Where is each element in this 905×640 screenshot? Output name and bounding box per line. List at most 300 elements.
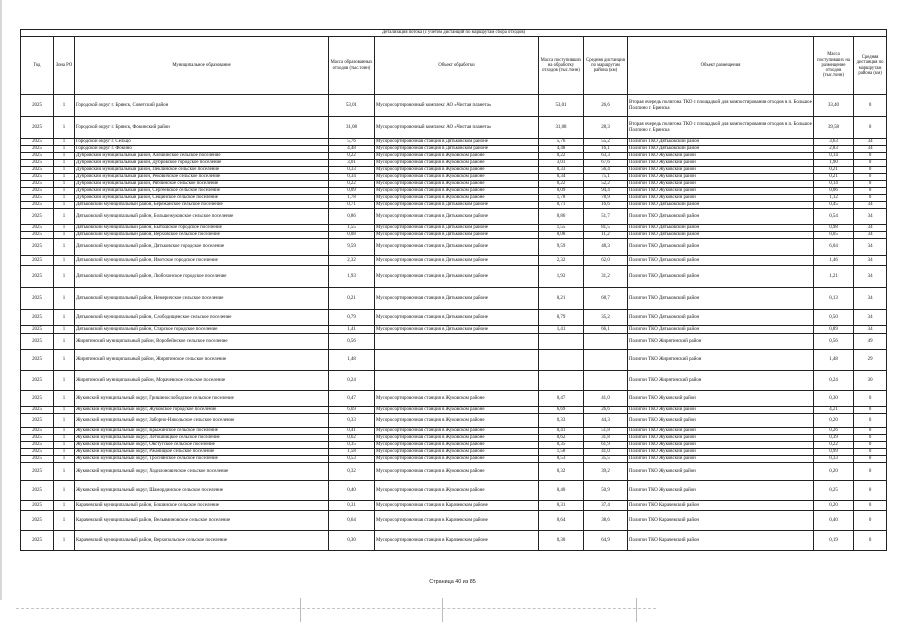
cell-year: 2025 xyxy=(21,511,54,531)
table-row xyxy=(21,334,887,350)
cell-year: 2025 xyxy=(21,174,54,181)
cell-municipality: Дятьковский муниципальный район, Слободищенское сельское поселение xyxy=(75,310,329,326)
cell-zone: 1 xyxy=(54,232,75,239)
cell-mass-received-placement: 33,40 xyxy=(814,95,854,117)
cell-year: 2025 xyxy=(21,153,54,160)
cell-avg-distance-placement: 34 xyxy=(854,202,887,209)
cell-placement-object: Полигон ТКО Жирятинский район xyxy=(628,350,814,371)
cell-mass-generated: 0,62 xyxy=(329,435,375,442)
cell-placement-object: Полигон ТКО Дятьковский район xyxy=(628,209,814,225)
cell-mass-received-placement: 0,40 xyxy=(814,511,854,531)
cell-treatment-object: Мусоросортировочная станция в Дятьковском районе xyxy=(375,225,539,232)
table-row xyxy=(21,449,887,456)
cell-mass-generated: 0,79 xyxy=(329,310,375,326)
cell-treatment-object: Мусоросортировочная станция в Жуковском районе xyxy=(375,407,539,414)
cell-mass-received-treatment: 0,31 xyxy=(539,501,584,511)
cell-year: 2025 xyxy=(21,146,54,153)
cell-mass-generated: 0,35 xyxy=(329,442,375,449)
cell-treatment-object: Мусоросортировочный комплекс АО «Чистая планета» xyxy=(375,95,539,117)
cell-avg-distance-placement: 29 xyxy=(854,350,887,371)
cell-mass-received-treatment: 1,58 xyxy=(539,449,584,456)
cell-avg-distance-placement: 0 xyxy=(854,407,887,414)
cell-zone: 1 xyxy=(54,202,75,209)
cell-mass-generated: 0,71 xyxy=(329,202,375,209)
cell-mass-received-placement: 0,98 xyxy=(814,225,854,232)
cell-treatment-object: Мусоросортировочная станция в Дятьковском районе xyxy=(375,146,539,153)
cell-treatment-object: Мусоросортировочная станция в Дятьковском районе xyxy=(375,139,539,146)
table-row xyxy=(21,310,887,326)
cell-municipality: Карачевский муниципальный район, Бошинское сельское поселение xyxy=(75,501,329,511)
cell-mass-received-placement: 0,45 xyxy=(814,202,854,209)
cell-zone: 1 xyxy=(54,188,75,195)
cell-avg-distance-treatment: 48,3 xyxy=(584,239,628,256)
cell-placement-object: Полигон ТКО Жуковский район xyxy=(628,181,814,188)
cell-placement-object: Полигон ТКО Жуковский район xyxy=(628,414,814,428)
table-row xyxy=(21,256,887,266)
cell-mass-received-placement: 0,14 xyxy=(814,181,854,188)
cell-mass-received-treatment: 0,62 xyxy=(539,435,584,442)
cell-municipality: Жуковский муниципальный округ, Гришинослободское сельское поселение xyxy=(75,391,329,407)
cell-avg-distance-treatment: 75,1 xyxy=(584,174,628,181)
cell-avg-distance-treatment: 62,0 xyxy=(584,256,628,266)
cell-mass-received-treatment: 0,71 xyxy=(539,202,584,209)
table-row xyxy=(21,531,887,551)
cell-mass-received-placement: 1,46 xyxy=(814,256,854,266)
cell-placement-object: Полигон ТКО Жуковский район xyxy=(628,442,814,449)
cell-zone: 1 xyxy=(54,501,75,511)
cell-avg-distance-placement: 0 xyxy=(854,188,887,195)
cell-mass-generated: 31,08 xyxy=(329,117,375,139)
cell-placement-object: Полигон ТКО Жуковский район xyxy=(628,456,814,463)
cell-zone: 1 xyxy=(54,181,75,188)
cell-zone: 1 xyxy=(54,195,75,202)
cell-mass-generated: 9,59 xyxy=(329,239,375,256)
cell-mass-generated: 0,86 xyxy=(329,209,375,225)
cell-year: 2025 xyxy=(21,117,54,139)
cell-mass-received-treatment: 1,78 xyxy=(539,195,584,202)
cell-mass-generated: 5,76 xyxy=(329,139,375,146)
cell-avg-distance-placement: 34 xyxy=(854,225,887,232)
cell-mass-received-placement: 0,54 xyxy=(814,209,854,225)
cell-treatment-object: Мусоросортировочная станция в Карачевском районе xyxy=(375,511,539,531)
cell-placement-object: Полигон ТКО Дятьковский район xyxy=(628,266,814,288)
cell-mass-received-placement: 0,06 xyxy=(814,188,854,195)
cell-mass-received-placement: 1,12 xyxy=(814,195,854,202)
table-row xyxy=(21,414,887,428)
cell-avg-distance-treatment: 78,9 xyxy=(584,195,628,202)
cell-avg-distance-placement: 0 xyxy=(854,167,887,174)
cell-mass-generated: 0,08 xyxy=(329,232,375,239)
cell-mass-received-placement: 1,48 xyxy=(814,350,854,371)
cell-mass-generated: 0,56 xyxy=(329,334,375,350)
cell-avg-distance-placement: 34 xyxy=(854,310,887,326)
col-year: Год xyxy=(21,37,54,95)
cell-municipality: Дятьковский муниципальный район, Немеричское сельское поселение xyxy=(75,288,329,310)
cell-placement-object: Полигон ТКО Дятьковский район xyxy=(628,139,814,146)
cell-avg-distance-treatment: 39,2 xyxy=(584,463,628,481)
cell-zone: 1 xyxy=(54,266,75,288)
cell-year: 2025 xyxy=(21,414,54,428)
cell-treatment-object: Мусоросортировочная станция в Дятьковском районе xyxy=(375,310,539,326)
cell-year: 2025 xyxy=(21,288,54,310)
cell-mass-received-placement: 0,20 xyxy=(814,463,854,481)
cell-zone: 1 xyxy=(54,511,75,531)
table-row xyxy=(21,239,887,256)
cell-treatment-object: Мусоросортировочная станция в Жуковском районе xyxy=(375,435,539,442)
cell-year: 2025 xyxy=(21,463,54,481)
cell-avg-distance-placement: 0 xyxy=(854,391,887,407)
cell-mass-received-treatment: 0,08 xyxy=(539,232,584,239)
cell-mass-generated: 0,30 xyxy=(329,531,375,551)
table-row xyxy=(21,442,887,449)
cell-mass-generated: 1,78 xyxy=(329,195,375,202)
cell-avg-distance-treatment: 35,5 xyxy=(584,456,628,463)
cell-mass-received-placement: 1,21 xyxy=(814,266,854,288)
cell-mass-received-placement: 0,05 xyxy=(814,232,854,239)
col-zone: Зона РО xyxy=(54,37,75,95)
cell-mass-received-treatment: 9,59 xyxy=(539,239,584,256)
cell-avg-distance-placement: 49 xyxy=(854,334,887,350)
cell-avg-distance-treatment: 31,8 xyxy=(584,435,628,442)
cell-year: 2025 xyxy=(21,350,54,371)
table-row xyxy=(21,428,887,435)
cell-avg-distance-placement: 0 xyxy=(854,174,887,181)
cell-zone: 1 xyxy=(54,139,75,146)
table-row xyxy=(21,167,887,174)
cell-mass-received-placement: 0,89 xyxy=(814,326,854,334)
table-row xyxy=(21,481,887,501)
table-row xyxy=(21,266,887,288)
cell-zone: 1 xyxy=(54,407,75,414)
cell-mass-received-treatment: 0,79 xyxy=(539,310,584,326)
cell-avg-distance-treatment: 31,2 xyxy=(584,266,628,288)
cell-year: 2025 xyxy=(21,334,54,350)
cell-zone: 1 xyxy=(54,256,75,266)
cell-avg-distance-treatment: 64,9 xyxy=(584,531,628,551)
cell-mass-received-treatment: 5,76 xyxy=(539,139,584,146)
cell-year: 2025 xyxy=(21,188,54,195)
table-row xyxy=(21,181,887,188)
cell-municipality: Дубровский муниципальный район, Рябчинское сельское поселение xyxy=(75,181,329,188)
cell-mass-received-placement: 6,04 xyxy=(814,239,854,256)
cell-municipality: Жуковский муниципальный округ, Ржаницкое сельское поселение xyxy=(75,449,329,456)
cell-avg-distance-treatment: 38,6 xyxy=(584,511,628,531)
cell-mass-generated: 1,48 xyxy=(329,350,375,371)
cell-avg-distance-treatment xyxy=(584,334,628,350)
cell-year: 2025 xyxy=(21,209,54,225)
cell-zone: 1 xyxy=(54,117,75,139)
cell-mass-received-placement: 39,58 xyxy=(814,117,854,139)
cell-municipality: Дубровский муниципальный район, Рековичское сельское поселение xyxy=(75,174,329,181)
cell-municipality: Городской округ г. Брянск, Фокинский район xyxy=(75,117,329,139)
cell-zone: 1 xyxy=(54,442,75,449)
cell-municipality: Жуковский муниципальный округ, Летошницкое сельское поселение xyxy=(75,435,329,442)
cell-mass-received-placement: 0,33 xyxy=(814,456,854,463)
col-mass-received-placement: Масса поступивших на размещение отходов (тыс.тонн) xyxy=(814,37,854,95)
col-mass-generated: Масса образованных отходов (тыс.тонн) xyxy=(329,37,375,95)
cell-zone: 1 xyxy=(54,531,75,551)
cell-municipality: Дятьковский муниципальный район, Старское городское поселение xyxy=(75,326,329,334)
cell-placement-object: Полигон ТКО Жуковский район xyxy=(628,428,814,435)
table-row xyxy=(21,391,887,407)
cell-municipality: Жирятинский муниципальный район, Морачевское сельское поселение xyxy=(75,371,329,391)
cell-avg-distance-placement: 0 xyxy=(854,117,887,139)
cell-mass-generated: 0,53 xyxy=(329,456,375,463)
cell-mass-received-placement: 0,24 xyxy=(814,371,854,391)
cell-avg-distance-treatment: 56,4 xyxy=(584,167,628,174)
cell-mass-received-treatment: 0,33 xyxy=(539,167,584,174)
cell-avg-distance-placement: 0 xyxy=(854,181,887,188)
cell-year: 2025 xyxy=(21,195,54,202)
cell-mass-received-treatment: 3,01 xyxy=(539,160,584,167)
cell-mass-generated: 2,32 xyxy=(329,256,375,266)
cell-avg-distance-treatment: 11,2 xyxy=(584,232,628,239)
cell-mass-generated: 1,55 xyxy=(329,225,375,232)
cell-mass-generated: 0,33 xyxy=(329,414,375,428)
table-row xyxy=(21,209,887,225)
cell-year: 2025 xyxy=(21,428,54,435)
cell-placement-object: Полигон ТКО Жирятинский район xyxy=(628,334,814,350)
cell-year: 2025 xyxy=(21,266,54,288)
cell-mass-received-treatment: 31,08 xyxy=(539,117,584,139)
table-row xyxy=(21,371,887,391)
cell-avg-distance-treatment: 16,1 xyxy=(584,146,628,153)
cell-zone: 1 xyxy=(54,146,75,153)
cell-treatment-object xyxy=(375,371,539,391)
cell-mass-received-placement: 0,99 xyxy=(814,449,854,456)
cell-placement-object: Полигон ТКО Жуковский район xyxy=(628,435,814,442)
cell-mass-received-treatment: 0,09 xyxy=(539,188,584,195)
cell-avg-distance-treatment: 50,9 xyxy=(584,481,628,501)
cell-treatment-object: Мусоросортировочная станция в Жуковском районе xyxy=(375,428,539,435)
col-municipality: Муниципальное образование xyxy=(75,37,329,95)
cell-treatment-object: Мусоросортировочная станция в Жуковском районе xyxy=(375,442,539,449)
cell-placement-object: Полигон ТКО Жуковский район xyxy=(628,195,814,202)
cell-mass-received-placement: 0,39 xyxy=(814,435,854,442)
page-number: Страница 40 из 85 xyxy=(429,579,476,585)
cell-municipality: Дубровский муниципальный район, Сергеевское сельское поселение xyxy=(75,188,329,195)
cell-avg-distance-treatment xyxy=(584,371,628,391)
cell-municipality: Жуковский муниципальный округ, Заборно-Никольское сельское поселение xyxy=(75,414,329,428)
cell-treatment-object: Мусоросортировочная станция в Карачевском районе xyxy=(375,531,539,551)
cell-avg-distance-placement: 34 xyxy=(854,146,887,153)
cell-year: 2025 xyxy=(21,481,54,501)
cell-mass-received-treatment: 0,64 xyxy=(539,511,584,531)
cell-treatment-object: Мусоросортировочная станция в Дятьковском районе xyxy=(375,232,539,239)
cell-municipality: Дятьковский муниципальный район, Ивотское городское поселение xyxy=(75,256,329,266)
cell-mass-received-placement: 0,50 xyxy=(814,310,854,326)
cell-treatment-object: Мусоросортировочная станция в Дятьковском районе xyxy=(375,326,539,334)
cell-treatment-object: Мусоросортировочная станция в Карачевском районе xyxy=(375,501,539,511)
cell-placement-object: Полигон ТКО Жуковский район xyxy=(628,463,814,481)
cell-mass-received-treatment: 0,21 xyxy=(539,288,584,310)
cell-zone: 1 xyxy=(54,225,75,232)
cell-zone: 1 xyxy=(54,414,75,428)
cell-mass-received-treatment: 1,55 xyxy=(539,225,584,232)
cell-year: 2025 xyxy=(21,239,54,256)
cell-mass-received-placement: 0,22 xyxy=(814,442,854,449)
cell-avg-distance-placement: 0 xyxy=(854,153,887,160)
table-row xyxy=(21,501,887,511)
cell-avg-distance-treatment: 81,5 xyxy=(584,225,628,232)
cell-avg-distance-placement: 34 xyxy=(854,256,887,266)
cell-municipality: Жуковский муниципальный округ, Овстугское сельское поселение xyxy=(75,442,329,449)
cell-treatment-object: Мусоросортировочная станция в Жуковском районе xyxy=(375,153,539,160)
table-row xyxy=(21,511,887,531)
cell-municipality: Жуковский муниципальный округ, Крыжинское сельское поселение xyxy=(75,428,329,435)
cell-avg-distance-placement: 0 xyxy=(854,442,887,449)
cell-year: 2025 xyxy=(21,501,54,511)
cell-placement-object: Вторая очередь полигона ТКО с площадкой для компостирования отходов в п. Большое Полпино г. Брянска xyxy=(628,117,814,139)
cell-mass-received-placement: 0,30 xyxy=(814,391,854,407)
cell-avg-distance-treatment: 26,6 xyxy=(584,95,628,117)
cell-zone: 1 xyxy=(54,371,75,391)
cell-year: 2025 xyxy=(21,371,54,391)
cell-avg-distance-placement: 0 xyxy=(854,435,887,442)
cell-year: 2025 xyxy=(21,160,54,167)
cell-municipality: Карачевский муниципальный район, Верхопольское сельское поселение xyxy=(75,531,329,551)
cell-treatment-object: Мусоросортировочная станция в Жуковском районе xyxy=(375,160,539,167)
cell-avg-distance-placement: 0 xyxy=(854,195,887,202)
cell-mass-received-treatment: 1,41 xyxy=(539,326,584,334)
cell-municipality: Дятьковский муниципальный район, Бытошское городское поселение xyxy=(75,225,329,232)
cell-mass-received-placement: 0,13 xyxy=(814,288,854,310)
cell-municipality: Дубровский муниципальный район, Пеклинское сельское поселение xyxy=(75,167,329,174)
cell-year: 2025 xyxy=(21,167,54,174)
cell-mass-received-treatment: 0,22 xyxy=(539,181,584,188)
cell-placement-object: Полигон ТКО Карачевский район xyxy=(628,531,814,551)
cell-mass-received-treatment: 0,35 xyxy=(539,442,584,449)
cell-municipality: Дятьковский муниципальный район, Большежуковское сельское поселение xyxy=(75,209,329,225)
cell-year: 2025 xyxy=(21,435,54,442)
cell-avg-distance-placement: 0 xyxy=(854,428,887,435)
cell-mass-received-treatment: 0,30 xyxy=(539,531,584,551)
cell-placement-object: Полигон ТКО Карачевский район xyxy=(628,511,814,531)
cell-municipality: Городской округ г. Фокино xyxy=(75,146,329,153)
cell-zone: 1 xyxy=(54,435,75,442)
table-row xyxy=(21,139,887,146)
cell-placement-object: Полигон ТКО Жуковский район xyxy=(628,174,814,181)
cell-zone: 1 xyxy=(54,456,75,463)
table-row xyxy=(21,225,887,232)
cell-avg-distance-placement: 0 xyxy=(854,456,887,463)
table-row xyxy=(21,326,887,334)
cell-mass-received-treatment: 0,86 xyxy=(539,209,584,225)
cell-mass-generated: 0,09 xyxy=(329,188,375,195)
cell-mass-received-placement: 3,63 xyxy=(814,139,854,146)
table-row xyxy=(21,174,887,181)
cell-treatment-object xyxy=(375,350,539,371)
cell-avg-distance-treatment: 35,2 xyxy=(584,310,628,326)
cell-mass-received-placement: 0,20 xyxy=(814,501,854,511)
cell-placement-object: Полигон ТКО Жуковский район xyxy=(628,160,814,167)
cell-treatment-object: Мусоросортировочная станция в Дятьковском районе xyxy=(375,209,539,225)
cell-placement-object: Полигон ТКО Дятьковский район xyxy=(628,232,814,239)
cell-avg-distance-placement: 0 xyxy=(854,501,887,511)
cell-mass-received-treatment: 0,34 xyxy=(539,174,584,181)
cell-year: 2025 xyxy=(21,326,54,334)
cell-mass-generated: 0,31 xyxy=(329,501,375,511)
cell-treatment-object: Мусоросортировочная станция в Дятьковском районе xyxy=(375,266,539,288)
cell-municipality: Жуковский муниципальный округ, Троснянское сельское поселение xyxy=(75,456,329,463)
cell-municipality: Дубровский муниципальный район, Дубровское городское поселение xyxy=(75,160,329,167)
cell-municipality: Дятьковский муниципальный район, Любохонское городское поселение xyxy=(75,266,329,288)
cell-year: 2025 xyxy=(21,531,54,551)
cell-treatment-object: Мусоросортировочная станция в Дятьковском районе xyxy=(375,256,539,266)
col-avg-distance-placement: Средняя дистанция по маршрутам района (км) xyxy=(854,37,887,95)
cell-zone: 1 xyxy=(54,209,75,225)
cell-placement-object: Полигон ТКО Дятьковский район xyxy=(628,225,814,232)
cell-avg-distance-placement: 34 xyxy=(854,232,887,239)
table-row xyxy=(21,288,887,310)
cell-year: 2025 xyxy=(21,449,54,456)
cell-municipality: Жуковский муниципальный округ, Шамординское сельское поселение xyxy=(75,481,329,501)
cell-avg-distance-treatment: 52,2 xyxy=(584,181,628,188)
cell-avg-distance-placement: 34 xyxy=(854,239,887,256)
cell-municipality: Дятьковский муниципальный район, Верховское сельское поселение xyxy=(75,232,329,239)
cell-treatment-object: Мусоросортировочная станция в Жуковском районе xyxy=(375,174,539,181)
cell-mass-generated: 0,33 xyxy=(329,167,375,174)
cell-mass-generated: 0,41 xyxy=(329,428,375,435)
cell-mass-received-treatment: 0,40 xyxy=(539,481,584,501)
cell-placement-object: Полигон ТКО Жуковский район xyxy=(628,167,814,174)
cell-mass-generated: 0,22 xyxy=(329,181,375,188)
waste-flow-table xyxy=(20,29,887,551)
cell-avg-distance-treatment: 44,3 xyxy=(584,414,628,428)
cell-mass-received-placement: 0,14 xyxy=(814,153,854,160)
cell-zone: 1 xyxy=(54,310,75,326)
cell-zone: 1 xyxy=(54,174,75,181)
cell-mass-received-treatment: 4,48 xyxy=(539,146,584,153)
cell-mass-received-placement: 1,90 xyxy=(814,160,854,167)
col-treatment-object: Объект обработки xyxy=(375,37,539,95)
cell-avg-distance-treatment xyxy=(584,350,628,371)
cell-avg-distance-placement: 34 xyxy=(854,326,887,334)
cell-year: 2025 xyxy=(21,407,54,414)
cell-zone: 1 xyxy=(54,463,75,481)
cell-year: 2025 xyxy=(21,95,54,117)
table-row xyxy=(21,350,887,371)
cell-placement-object: Полигон ТКО Жуковский район xyxy=(628,391,814,407)
scan-edge-strip xyxy=(0,0,2,600)
cell-avg-distance-treatment: 67,6 xyxy=(584,160,628,167)
cell-zone: 1 xyxy=(54,428,75,435)
cell-mass-received-treatment: 0,32 xyxy=(539,463,584,481)
cell-mass-generated: 1,58 xyxy=(329,449,375,456)
table-row xyxy=(21,195,887,202)
cell-treatment-object: Мусоросортировочная станция в Жуковском районе xyxy=(375,456,539,463)
cell-mass-generated: 0,32 xyxy=(329,463,375,481)
cell-zone: 1 xyxy=(54,449,75,456)
cell-mass-received-treatment: 0,53 xyxy=(539,456,584,463)
scan-artifact-tick xyxy=(636,598,637,622)
cell-mass-generated: 6,69 xyxy=(329,407,375,414)
cell-avg-distance-treatment: 37,4 xyxy=(584,501,628,511)
cell-mass-generated: 0,22 xyxy=(329,153,375,160)
cell-placement-object: Полигон ТКО Жуковский район xyxy=(628,407,814,414)
cell-avg-distance-placement: 0 xyxy=(854,531,887,551)
cell-year: 2025 xyxy=(21,139,54,146)
cell-zone: 1 xyxy=(54,160,75,167)
cell-placement-object: Полигон ТКО Жуковский район xyxy=(628,449,814,456)
cell-avg-distance-treatment: 26,6 xyxy=(584,407,628,414)
cell-zone: 1 xyxy=(54,167,75,174)
table-row xyxy=(21,456,887,463)
col-avg-distance-treatment: Средняя дистанция по маршрутам района (км) xyxy=(584,37,628,95)
table-row xyxy=(21,188,887,195)
cell-treatment-object: Мусоросортировочная станция в Жуковском районе xyxy=(375,391,539,407)
table-row xyxy=(21,95,887,117)
